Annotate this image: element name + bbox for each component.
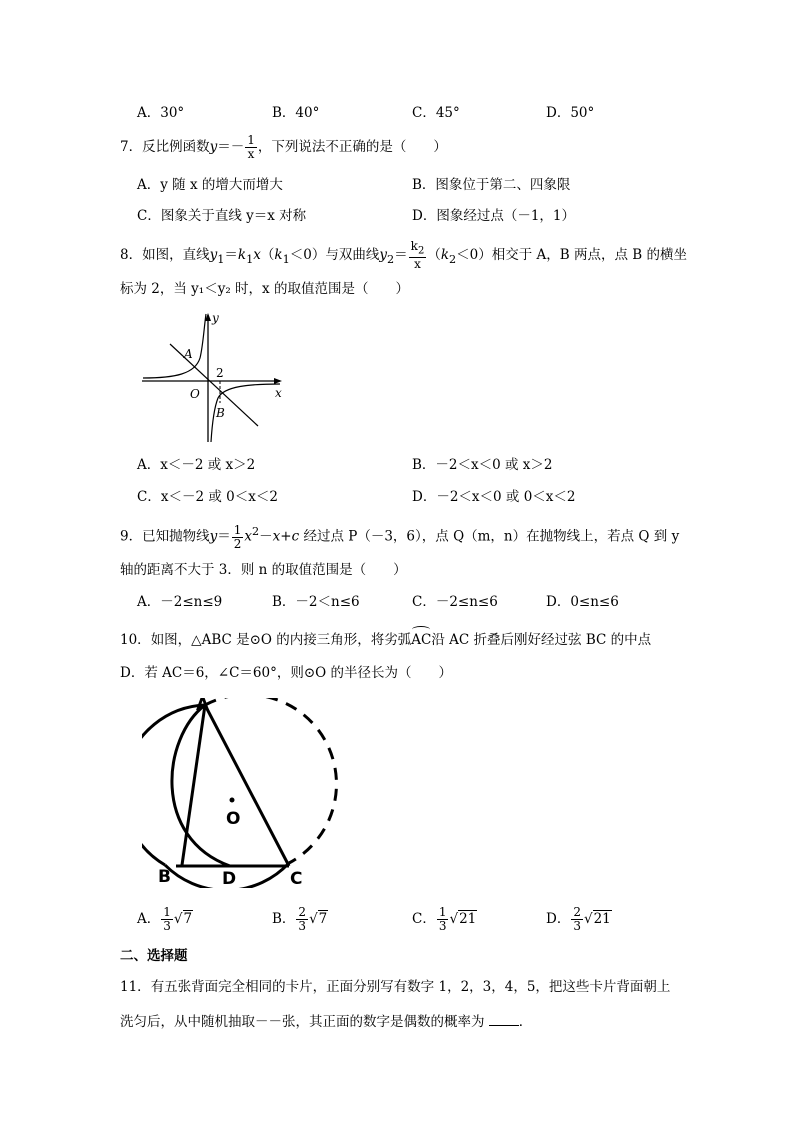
q7-option-a: A．y 随 x 的增大而增大 (137, 177, 283, 193)
label-a: A (184, 347, 193, 361)
label-y: y (212, 311, 219, 325)
q10-option-a: A． $\frac{1}{3}$ √7 (137, 905, 193, 933)
q8-option-a: A．x＜－2 或 x＞2 (137, 457, 256, 473)
q10-option-b: B． $\frac{2}{3}$ √7 (272, 905, 328, 933)
question-10-line-2: D．若 AC＝6，∠C＝60°，则⊙O 的半径长为（ ） (120, 665, 453, 681)
center-point (230, 798, 235, 803)
question-9-line-1: 9．已知抛物线y＝ $\frac{1}{2}$ $x^2-x+c$ 经过点 P（－3，6），点 Q（m，n）在抛物线上，若点 Q 到 y (120, 522, 680, 551)
q7-option-d: D．图象经过点（－1，1） (412, 208, 576, 224)
circle-arc-dashed (205, 698, 336, 863)
question-8-line-2: 标为 2，当 y₁＜y₂ 时，x 的取值范围是（ ） (120, 281, 409, 297)
q9-option-c: C．－2≤n≤6 (412, 594, 498, 610)
q9-option-b: B．－2＜n≤6 (272, 594, 360, 610)
q8-option-b: B．－2＜x＜0 或 x＞2 (412, 457, 553, 473)
q6-option-d: D．50° (546, 105, 595, 121)
x-axis-arrow (274, 378, 282, 384)
answer-blank[interactable] (489, 1011, 519, 1026)
label-b: B (216, 406, 225, 420)
label-two: 2 (216, 366, 224, 380)
question-8-line-1: 8．如图，直线$y_1=k_1x(k_1<0)$与双曲线$y_2=$ $\frac{k_2}{x}$ $(k_2<0)$相交于 A，B 两点，点 B 的横坐 (120, 239, 688, 272)
fraction-k2-over-x: $\frac{k_2}{x}$ (410, 239, 425, 272)
label-x: x (275, 386, 282, 400)
q10-option-d: D． $\frac{2}{3}$ √21 (546, 905, 611, 933)
q10-figure (142, 698, 338, 888)
label-c: C (290, 869, 303, 888)
q9-option-a: A．－2≤n≤9 (137, 594, 223, 610)
label-origin: O (190, 387, 200, 401)
side-ac (205, 705, 289, 866)
q9-option-d: D．0≤n≤6 (546, 594, 619, 610)
q7-option-b: B．图象位于第二、四象限 (412, 177, 571, 193)
fraction-1-over-x: $\frac{1}{x}$ (247, 133, 255, 161)
question-7: 7．反比例函数y＝－ $\frac{1}{x}$ ，下列说法不正确的是（ ） (120, 133, 447, 161)
question-11-line-1: 11．有五张背面完全相同的卡片，正面分别写有数字 1，2，3，4，5，把这些卡片背面朝上 (120, 979, 671, 995)
question-11-line-2: 洗匀后，从中随机抽取－－张，其正面的数字是偶数的概率为 ． (120, 1011, 532, 1032)
q6-option-c: C．45° (412, 105, 460, 121)
question-9-line-2: 轴的距离不大于 3．则 n 的取值范围是（ ） (120, 562, 407, 578)
label-a: A (196, 698, 210, 715)
arc-ac: AC (411, 632, 432, 648)
label-o: O (226, 809, 241, 829)
q6-option-b: B．40° (272, 105, 320, 121)
q10-option-c: C． $\frac{1}{3}$ √21 (412, 905, 477, 933)
q8-graph (140, 308, 290, 446)
q6-option-a: A．30° (137, 105, 185, 121)
label-d: D (222, 869, 237, 888)
section-2-title: 二、选择题 (120, 948, 188, 964)
q8-option-c: C．x＜－2 或 0＜x＜2 (137, 489, 278, 505)
q8-option-d: D．－2＜x＜0 或 0＜x＜2 (412, 489, 576, 505)
question-10-line-1: 10．如图，△ABC 是⊙O 的内接三角形，将劣弧AC沿 AC 折叠后刚好经过弦 BC 的中点 (120, 632, 652, 648)
fraction-one-half: $\frac{1}{2}$ (233, 522, 242, 551)
q7-option-c: C．图象关于直线 y＝x 对称 (137, 208, 307, 224)
label-b: B (158, 867, 171, 887)
